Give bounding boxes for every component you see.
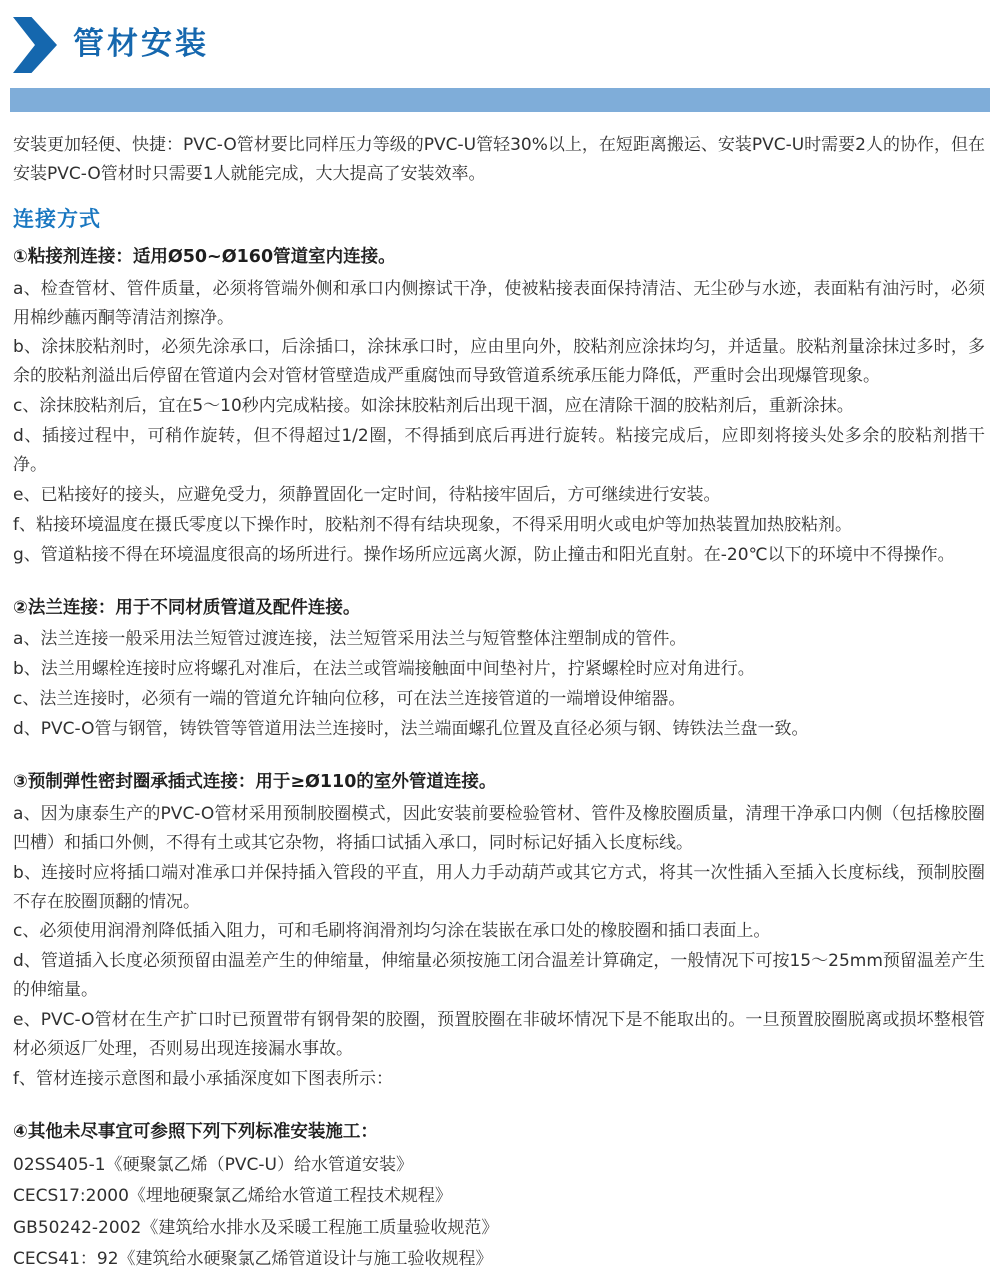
- page-title: 管材安装: [73, 26, 209, 63]
- seal-ring-item-d: d、管道插入长度必须预留由温差产生的伸缩量，伸缩量必须按施工闭合温差计算确定，一般情况下可按15～25mm预留温差产生的伸缩量。: [13, 951, 985, 1001]
- standard-ref-4: CECS41：92《建筑给水硬聚氯乙烯管道设计与施工验收规程》: [13, 1249, 493, 1270]
- flange-connection-heading: ②法兰连接：用于不同材质管道及配件连接。: [13, 597, 361, 618]
- flange-item-c: c、法兰连接时，必须有一端的管道允许轴向位移，可在法兰连接管道的一端增设伸缩器。: [13, 689, 686, 710]
- adhesive-item-b: b、涂抹胶粘剂时，必须先涂承口，后涂插口，涂抹承口时，应由里向外，胶粘剂应涂抹均匀，并适量。胶粘剂量涂抹过多时，多余的胶粘剂溢出后停留在管道内会对管材管壁造成严重腐蚀而导致管道系统承压能力降低，严重时会出现爆管现象。: [13, 337, 985, 387]
- connection-methods-heading: 连接方式: [13, 206, 101, 231]
- other-standards-heading: ④其他未尽事宜可参照下列下列标准安装施工：: [13, 1121, 378, 1142]
- chevron-right-icon: [13, 17, 57, 73]
- adhesive-item-a: a、检查管材、管件质量，必须将管端外侧和承口内侧擦试干净，使被粘接表面保持清洁、无尘砂与水迹，表面粘有油污时，必须用棉纱蘸丙酮等清洁剂擦净。: [13, 278, 985, 328]
- section-seal-ring-connection: [13, 768, 985, 1094]
- adhesive-item-c: c、涂抹胶粘剂后，宜在5～10秒内完成粘接。如涂抹胶粘剂后出现干涸，应在清除干涸的胶粘剂后，重新涂抹。: [13, 396, 854, 417]
- section-adhesive-connection: [13, 243, 985, 570]
- page-header: [0, 0, 1000, 74]
- adhesive-item-g: g、管道粘接不得在环境温度很高的场所进行。操作场所应远离火源，防止撞击和阳光直射。在-20℃以下的环境中不得操作。: [13, 544, 955, 565]
- seal-ring-item-a: a、因为康泰生产的PVC-O管材采用预制胶圈模式，因此安装前要检验管材、管件及橡胶圈质量，清理干净承口内侧（包括橡胶圈凹槽）和插口外侧，不得有土或其它杂物，将插口试插入承口，同时标记好插入长度标线。: [13, 803, 985, 853]
- seal-ring-connection-heading: ③预制弹性密封圈承插式连接：用于≥Ø110的室外管道连接。: [13, 772, 497, 792]
- adhesive-item-f: f、粘接环境温度在摄氏零度以下操作时，胶粘剂不得有结块现象，不得采用明火或电炉等加热装置加热胶粘剂。: [13, 514, 852, 535]
- flange-item-a: a、法兰连接一般采用法兰短管过渡连接，法兰短管采用法兰与短管整体注塑制成的管件。: [13, 629, 687, 650]
- standard-ref-2: CECS17:2000《埋地硬聚氯乙烯给水管道工程技术规程》: [13, 1186, 452, 1207]
- section-other-standards: [13, 1118, 985, 1275]
- intro-paragraph: 安装更加轻便、快捷：PVC-O管材要比同样压力等级的PVC-U管轻30%以上，在短距离搬运、安装PVC-U时需要2人的协作，但在安装PVC-O管材时只需要1人就能完成，大大提高了安装效率。: [13, 135, 985, 184]
- document-body: [0, 112, 1000, 1275]
- seal-ring-item-f: f、管材连接示意图和最小承插深度如下图表所示：: [13, 1068, 393, 1089]
- adhesive-connection-heading: ①粘接剂连接：适用Ø50~Ø160管道室内连接。: [13, 246, 396, 267]
- seal-ring-item-e: e、PVC-O管材在生产扩口时已预置带有钢骨架的胶圈，预置胶圈在非破坏情况下是不能取出的。一旦预置胶圈脱离或损坏整根管材必须返厂处理，否则易出现连接漏水事故。: [13, 1010, 985, 1059]
- section-flange-connection: [13, 594, 985, 744]
- flange-item-b: b、法兰用螺栓连接时应将螺孔对准后，在法兰或管端接触面中间垫衬片，拧紧螺栓时应对角进行。: [13, 659, 755, 680]
- seal-ring-item-b: b、连接时应将插口端对准承口并保持插入管段的平直，用人力手动葫芦或其它方式，将其一次性插入至插入长度标线，预制胶圈不存在胶圈顶翻的情况。: [13, 862, 985, 912]
- adhesive-item-e: e、已粘接好的接头，应避免受力，须静置固化一定时间，待粘接牢固后，方可继续进行安装。: [13, 484, 721, 505]
- standard-ref-1: 02SS405-1《硬聚氯乙烯（PVC-U）给水管道安装》: [13, 1154, 413, 1175]
- divider-bar: [10, 88, 990, 112]
- adhesive-item-d: d、插接过程中，可稍作旋转，但不得超过1/2圈，不得插到底后再进行旋转。粘接完成后，应即刻将接头处多余的胶粘剂揩干净。: [13, 426, 985, 475]
- flange-item-d: d、PVC-O管与钢管，铸铁管等管道用法兰连接时，法兰端面螺孔位置及直径必须与钢、铸铁法兰盘一致。: [13, 719, 809, 740]
- standard-ref-3: GB50242-2002《建筑给水排水及采暖工程施工质量验收规范》: [13, 1217, 499, 1238]
- seal-ring-item-c: c、必须使用润滑剂降低插入阻力，可和毛刷将润滑剂均匀涂在装嵌在承口处的橡胶圈和插口表面上。: [13, 921, 771, 942]
